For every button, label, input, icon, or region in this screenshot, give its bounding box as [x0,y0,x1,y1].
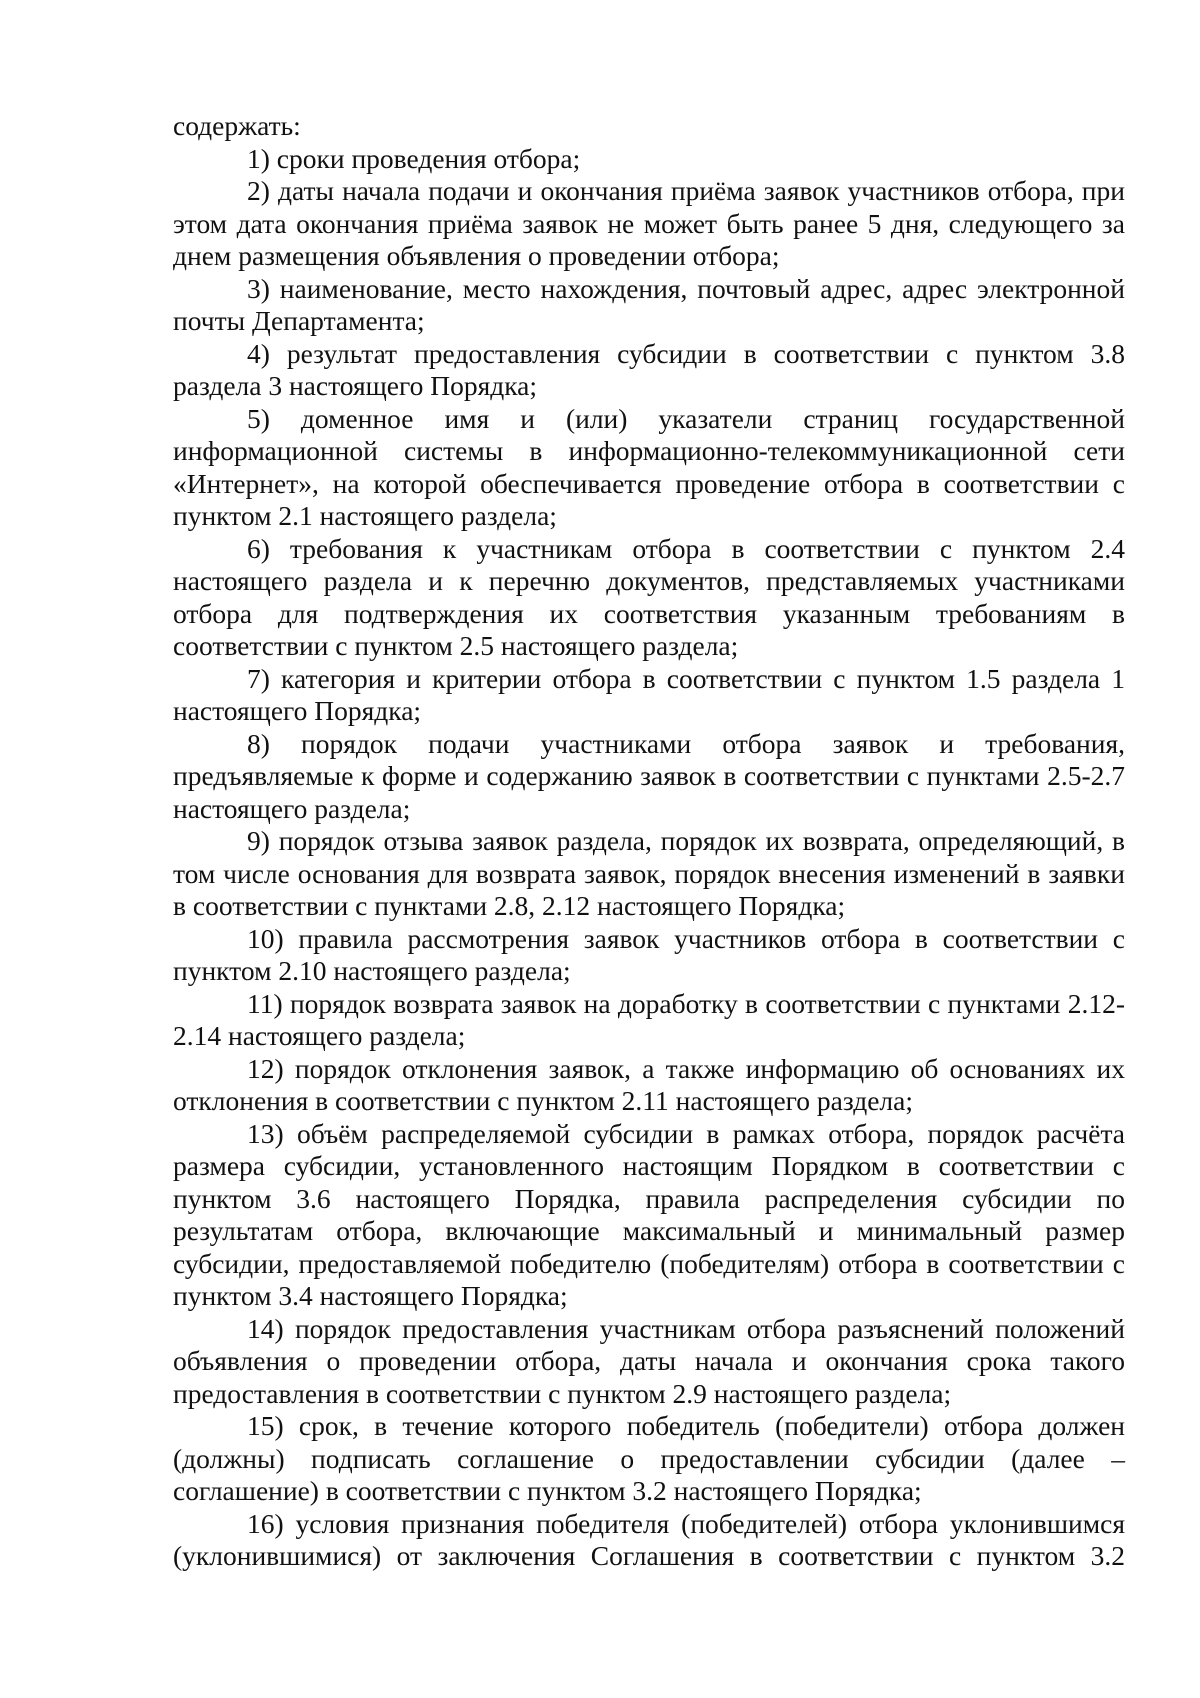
list-item-7: 7) категория и критерии отбора в соответствии с пунктом 1.5 раздела 1 настоящего Порядка; [173,662,1125,726]
list-item-9: 9) порядок отзыва заявок раздела, порядок их возврата, определяющий, в том числе основания для возврата заявок, порядок внесения изменений в заявки в соответствии с пунктами 2.8, 2.12 настоящего Порядка; [173,825,1125,921]
list-item-8: 8) порядок подачи участниками отбора заявок и требования, предъявляемые к форме и содержанию заявок в соответствии с пунктами 2.5-2.7 настоящего раздела; [173,727,1125,824]
lead-text: содержать: [173,110,301,141]
list-item-5: 5) доменное имя и (или) указатели страниц государственной информационной системы в информационно-телекоммуникационной сети «Интернет», на которой обеспечивается проведение отбора в соответствии с пунктом 2.1 настоящего раздела; [173,402,1125,531]
list-item-16: 16) условия признания победителя (победителей) отбора уклонившимся (уклонившимися) от заключения Соглашения в соответствии с пунктом 3.2 [173,1507,1125,1571]
list-item-2: 2) даты начала подачи и окончания приёма заявок участников отбора, при этом дата окончания приёма заявок не может быть ранее 5 дня, следующего за днем размещения объявления о проведении отбора; [173,175,1125,271]
document-page [173,110,1125,1573]
list-item-12: 12) порядок отклонения заявок, а также информацию об основаниях их отклонения в соответствии с пунктом 2.11 настоящего раздела; [173,1052,1125,1116]
list-item-6: 6) требования к участникам отбора в соответствии с пунктом 2.4 настоящего раздела и к перечню документов, представляемых участниками отбора для подтверждения их соответствия указанным требованиям в соответствии с пунктом 2.5 настоящего раздела; [173,532,1125,661]
list-item-10: 10) правила рассмотрения заявок участников отбора в соответствии с пунктом 2.10 настоящего раздела; [173,922,1125,986]
list-item-1: 1) сроки проведения отбора; [247,142,581,174]
list-item-15: 15) срок, в течение которого победитель (победители) отбора должен (должны) подписать соглашение о предоставлении субсидии (далее – соглашение) в соответствии с пунктом 3.2 настоящего Порядка; [173,1410,1125,1506]
list-item-3: 3) наименование, место нахождения, почтовый адрес, адрес электронной почты Департамента; [173,272,1125,336]
list-item-13: 13) объём распределяемой субсидии в рамках отбора, порядок расчёта размера субсидии, установленного настоящим Порядком в соответствии с пунктом 3.6 настоящего Порядка, правила распределения субсидии по результатам отбора, включающие максимальный и минимальный размер субсидии, предоставляемой победителю (победителям) отбора в соответствии с пунктом 3.4 настоящего Порядка; [173,1117,1125,1311]
list-item-4: 4) результат предоставления субсидии в соответствии с пунктом 3.8 раздела 3 настоящего Порядка; [173,337,1125,401]
list-item-11: 11) порядок возврата заявок на доработку в соответствии с пунктами 2.12-2.14 настоящего раздела; [173,987,1125,1051]
list-item-14: 14) порядок предоставления участникам отбора разъяснений положений объявления о проведении отбора, даты начала и окончания срока такого предоставления в соответствии с пунктом 2.9 настоящего раздела; [173,1312,1125,1409]
